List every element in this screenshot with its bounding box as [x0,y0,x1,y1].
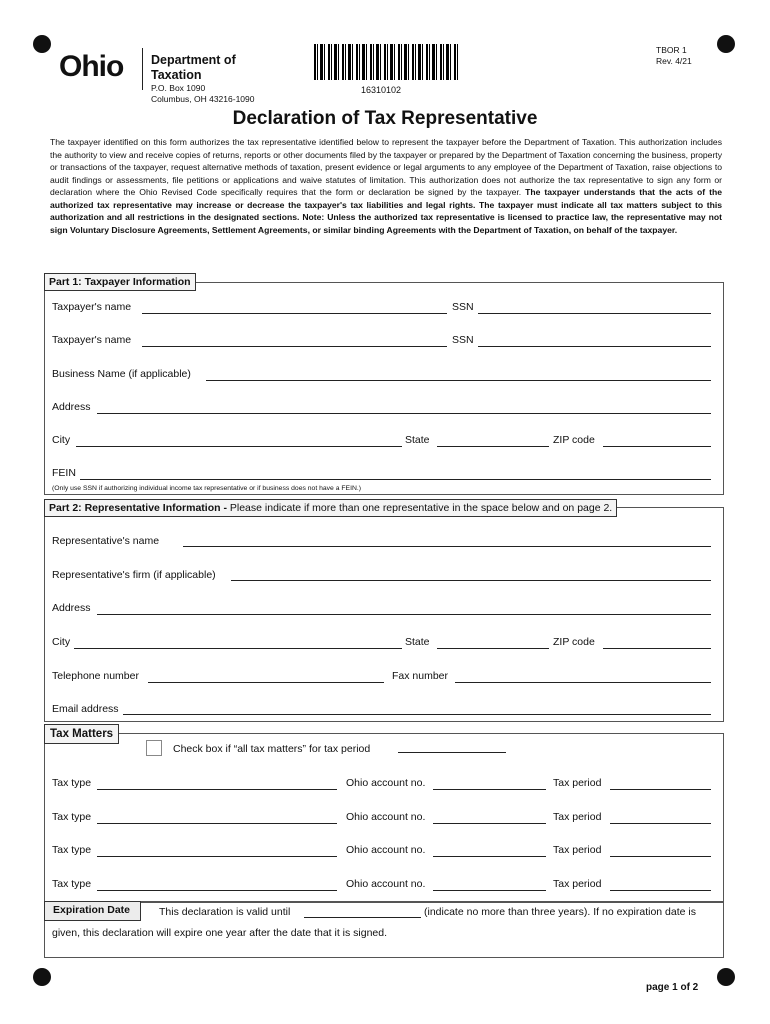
email-field[interactable] [123,714,711,715]
taxpayer-name-field-1[interactable] [142,313,447,314]
tax-matters-header: Tax Matters [44,724,119,744]
taxpayer-name-label-2: Taxpayer's name [52,334,132,346]
tax-period-field[interactable] [610,856,711,857]
business-name-label: Business Name (if applicable) [52,368,191,380]
part2-header-note: Please indicate if more than one representative in the space below and on page 2. [226,502,613,514]
page-number: page 1 of 2 [646,982,699,993]
logo-divider [142,48,143,90]
tax-type-label: Tax type [52,811,92,823]
intro-bold-text: The taxpayer understands that the acts of the authorized tax representative may increase or decrease the taxpayer's tax liabilities and legal rights. The taxpayer must indicate all tax matters subject to this authorization and all restrictions in the designated sections. Note: Unless the authorized tax representative is licensed to practice law, the representative may not sign Voluntary Disclosure Agreements, Settlement Agreements, or similar binding Agreements with the Department of Taxation, on behalf of the taxpayer. [50,187,722,235]
taxpayer-name-field-2[interactable] [142,346,447,347]
intro-text: The taxpayer identified on this form authorizes the tax representative identified below to represent the taxpayer before the Department of Taxation. This authorization includes the authority to view and receive copies of returns, reports or other documents filed by the taxpayer or prepared by the Department of Taxation concerning the business, property or transactions of the taxpayer, request alternative methods of taxation, present evidence or legal arguments to any employee of the Department of Taxation, raise objections to audit findings or assessments, file petitions or applications and waive statutes of limitation. This authorization does not authorize the tax representative to sign any form or declaration where the Ohio Revised Code specifically requires that the form or declaration be signed by the taxpayer. [50,137,722,197]
address-field[interactable] [97,413,711,414]
fax-label: Fax number [392,670,449,682]
intro-paragraph [50,136,722,236]
ohio-account-label: Ohio account no. [346,844,426,856]
tax-type-field[interactable] [97,890,337,891]
tax-type-label: Tax type [52,878,92,890]
state-field[interactable] [437,446,549,447]
address-label: Address [52,401,91,413]
tax-type-label: Tax type [52,844,92,856]
tax-type-field[interactable] [97,789,337,790]
ohio-account-field[interactable] [433,856,546,857]
expiration-default-note: given, this declaration will expire one year after the date that it is signed. [52,927,388,939]
form-id: TBOR 1 [656,45,687,55]
rep-firm-label: Representative's firm (if applicable) [52,569,216,581]
ohio-account-field[interactable] [433,890,546,891]
rep-state-field[interactable] [437,648,549,649]
ssn-label-1: SSN [452,301,474,313]
tax-period-field[interactable] [610,890,711,891]
department-line2: Taxation [151,68,202,82]
tax-period-field[interactable] [610,789,711,790]
expiration-header: Expiration Date [44,901,141,921]
phone-label: Telephone number [52,670,139,682]
barcode-number: 16310102 [361,85,402,95]
tax-period-label: Tax period [553,878,602,890]
ssn-label-2: SSN [452,334,474,346]
zip-field[interactable] [603,446,711,447]
all-tax-matters-period-field[interactable] [398,752,506,753]
rep-zip-field[interactable] [603,648,711,649]
rep-address-label: Address [52,602,91,614]
tax-period-label: Tax period [553,777,602,789]
ssn-field-1[interactable] [478,313,711,314]
fax-field[interactable] [455,682,711,683]
expiration-date-field[interactable] [304,917,421,918]
ohio-account-label: Ohio account no. [346,878,426,890]
registration-dot-top-left [33,35,51,53]
ohio-account-label: Ohio account no. [346,777,426,789]
city-label: City [52,434,71,446]
fein-note: (Only use SSN if authorizing individual income tax representative or if business does not have a FEIN.) [52,485,362,492]
valid-until-label: This declaration is valid until [159,906,291,918]
barcode [314,44,460,80]
tax-type-field[interactable] [97,823,337,824]
zip-label: ZIP code [553,434,595,446]
state-label: State [405,434,430,446]
part2-header [44,499,617,517]
ssn-field-2[interactable] [478,346,711,347]
taxpayer-name-label-1: Taxpayer's name [52,301,132,313]
rep-address-field[interactable] [97,614,711,615]
part2-header-bold: Part 2: Representative Information - [49,502,227,514]
page-title: Declaration of Tax Representative [232,108,538,129]
phone-field[interactable] [148,682,384,683]
po-box: P.O. Box 1090 [151,83,206,93]
tax-period-field[interactable] [610,823,711,824]
all-tax-matters-checkbox[interactable] [146,740,162,756]
email-label: Email address [52,703,119,715]
business-name-field[interactable] [206,380,711,381]
ohio-logo: Ohio [59,50,124,83]
part1-header: Part 1: Taxpayer Information [44,273,196,291]
ohio-account-label: Ohio account no. [346,811,426,823]
ohio-account-field[interactable] [433,789,546,790]
tax-type-field[interactable] [97,856,337,857]
all-tax-matters-label: Check box if “all tax matters” for tax period [173,743,371,755]
revision: Rev. 4/21 [656,56,692,66]
registration-dot-bottom-left [33,968,51,986]
rep-city-label: City [52,636,71,648]
rep-state-label: State [405,636,430,648]
rep-firm-field[interactable] [231,580,711,581]
ohio-account-field[interactable] [433,823,546,824]
registration-dot-top-right [717,35,735,53]
rep-zip-label: ZIP code [553,636,595,648]
rep-name-label: Representative's name [52,535,160,547]
rep-city-field[interactable] [74,648,402,649]
registration-dot-bottom-right [717,968,735,986]
city-line: Columbus, OH 43216-1090 [151,94,255,104]
expiration-note: (indicate no more than three years). If no expiration date is [424,906,696,918]
rep-name-field[interactable] [183,546,711,547]
tax-period-label: Tax period [553,844,602,856]
tax-type-label: Tax type [52,777,92,789]
department-line1: Department of [151,53,236,67]
fein-field[interactable] [80,479,711,480]
tax-period-label: Tax period [553,811,602,823]
fein-label: FEIN [52,467,76,479]
city-field[interactable] [76,446,402,447]
